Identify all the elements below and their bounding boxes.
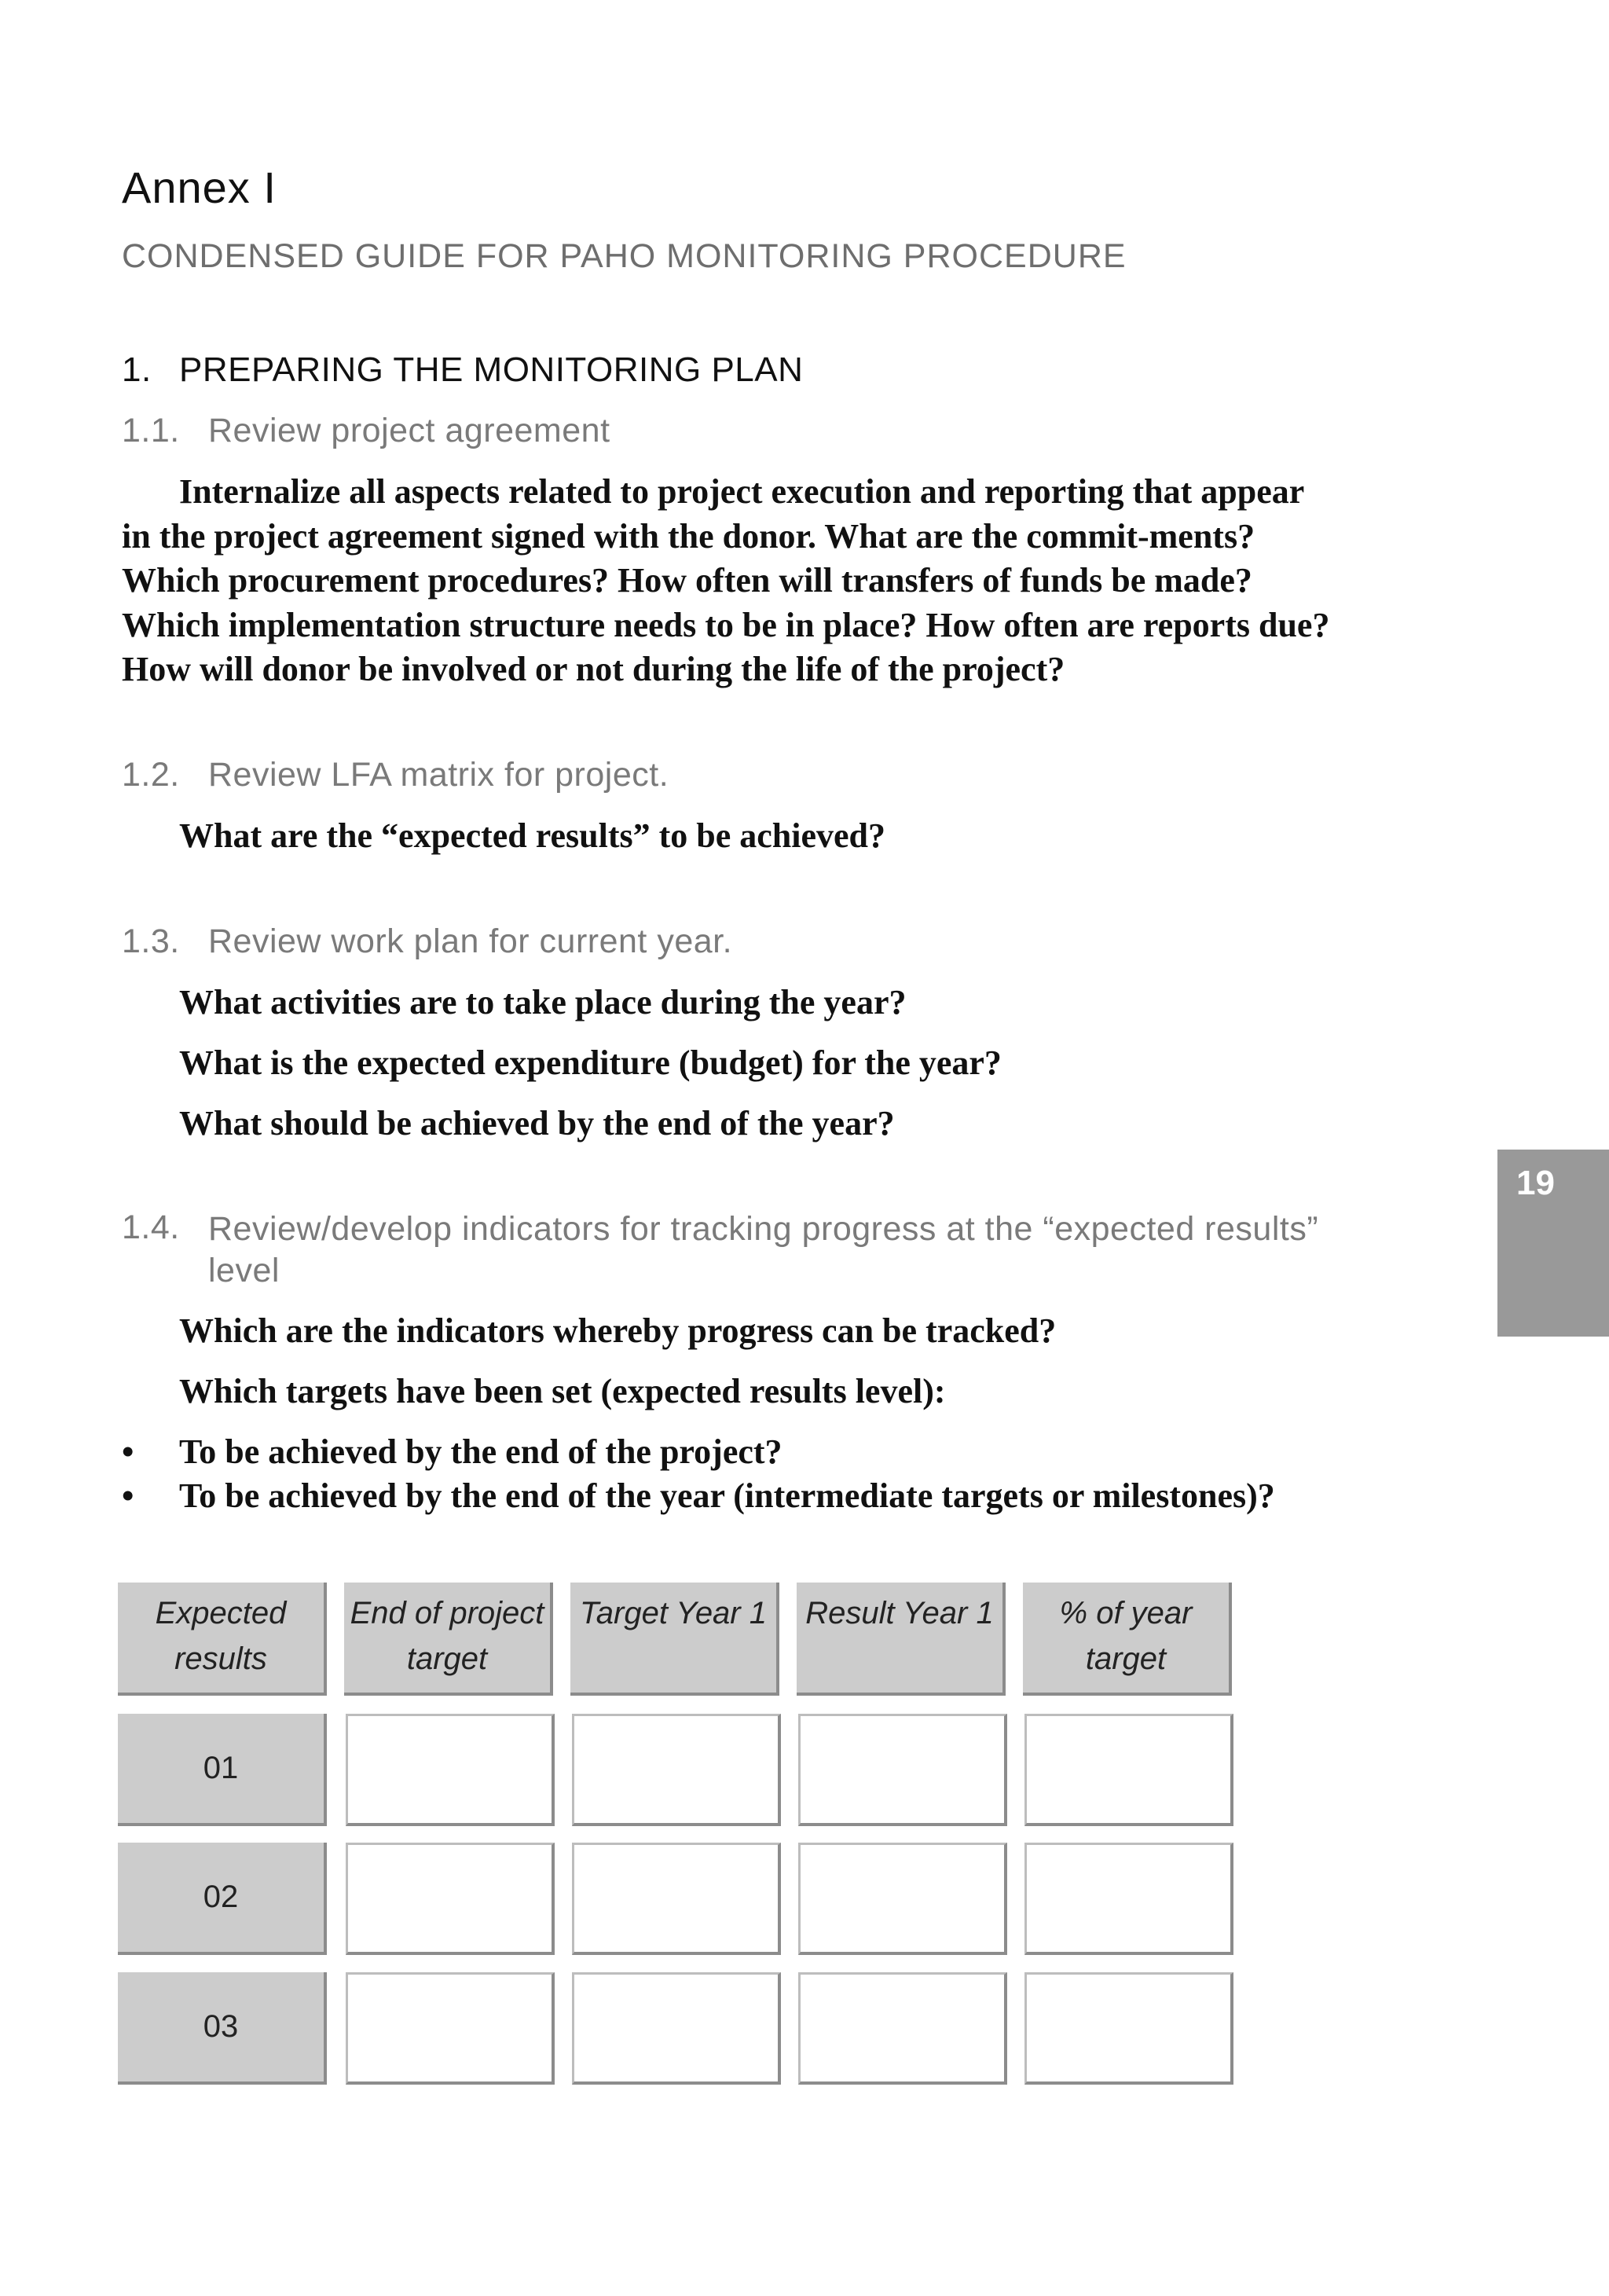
annex-subtitle: CONDENSED GUIDE FOR PAHO MONITORING PROCEDURE bbox=[122, 237, 1127, 275]
page-number: 19 bbox=[1516, 1164, 1555, 1202]
table-row-label: 03 bbox=[118, 1972, 327, 2085]
subsection-title: Review work plan for current year. bbox=[208, 922, 733, 960]
subsection-title: Review LFA matrix for project. bbox=[208, 756, 669, 794]
table-header-cell: Target Year 1 bbox=[570, 1583, 779, 1696]
subsection-title: Review/develop indicators for tracking progress at the “expected results” level bbox=[208, 1210, 1319, 1289]
bullet-text: To be achieved by the end of the year (intermediate targets or milestones)? bbox=[179, 1476, 1275, 1515]
table-cell bbox=[1024, 1972, 1233, 2085]
table-cell bbox=[346, 1714, 555, 1826]
table-cell bbox=[346, 1972, 555, 2085]
subsection-number: 1.1. bbox=[122, 412, 180, 449]
bullet-item bbox=[122, 1476, 1275, 1516]
annex-title: Annex I bbox=[122, 163, 277, 212]
page-number-tab bbox=[1497, 1150, 1609, 1337]
table-cell bbox=[798, 1714, 1007, 1826]
bullet-item bbox=[122, 1432, 783, 1472]
table-cell bbox=[572, 1843, 781, 1955]
subsection-1-1-heading bbox=[122, 412, 610, 450]
question: What activities are to take place during the year? bbox=[179, 983, 907, 1021]
table-row-label: 01 bbox=[118, 1714, 327, 1826]
subsection-number: 1.3. bbox=[122, 922, 180, 960]
subsection-number: 1.4. bbox=[122, 1209, 180, 1246]
section-title: PREPARING THE MONITORING PLAN bbox=[179, 350, 804, 389]
table-cell bbox=[572, 1714, 781, 1826]
question: What should be achieved by the end of the year? bbox=[179, 1104, 895, 1142]
bullet-symbol: • bbox=[122, 1432, 134, 1471]
subsection-1-1-body: Internalize all aspects related to project execution and reporting that appear in the project agreement signed with the donor. What are the commit-ments? Which procurement procedures? How often will transfers of funds be made? Which implementation structure needs to be in place? How often are reports due? How will donor be involved or not during the life of the project? bbox=[122, 472, 1330, 688]
question: What are the “expected results” to be achieved? bbox=[179, 816, 886, 855]
subsection-number: 1.2. bbox=[122, 756, 180, 794]
subsection-title: Review project agreement bbox=[208, 412, 610, 449]
table-cell bbox=[1024, 1714, 1233, 1826]
question: What is the expected expenditure (budget) for the year? bbox=[179, 1043, 1002, 1082]
table-row-label: 02 bbox=[118, 1843, 327, 1955]
table-header-cell: Expected results bbox=[118, 1583, 327, 1696]
section-number: 1. bbox=[122, 350, 152, 389]
subsection-1-4-heading bbox=[122, 1209, 1319, 1289]
question: Which targets have been set (expected results level): bbox=[179, 1372, 946, 1410]
bullet-symbol: • bbox=[122, 1476, 134, 1515]
section-heading bbox=[122, 350, 803, 390]
table-header-cell: % of year target bbox=[1023, 1583, 1232, 1696]
subsection-1-3-heading bbox=[122, 922, 732, 961]
table-cell bbox=[798, 1843, 1007, 1955]
table-header-cell: Result Year 1 bbox=[797, 1583, 1006, 1696]
bullet-text: To be achieved by the end of the project? bbox=[179, 1432, 783, 1471]
table-header-cell: End of project target bbox=[344, 1583, 553, 1696]
table-cell bbox=[1024, 1843, 1233, 1955]
table-cell bbox=[346, 1843, 555, 1955]
table-cell bbox=[572, 1972, 781, 2085]
table-cell bbox=[798, 1972, 1007, 2085]
subsection-1-2-heading bbox=[122, 756, 669, 794]
question: Which are the indicators whereby progress can be tracked? bbox=[179, 1311, 1057, 1350]
